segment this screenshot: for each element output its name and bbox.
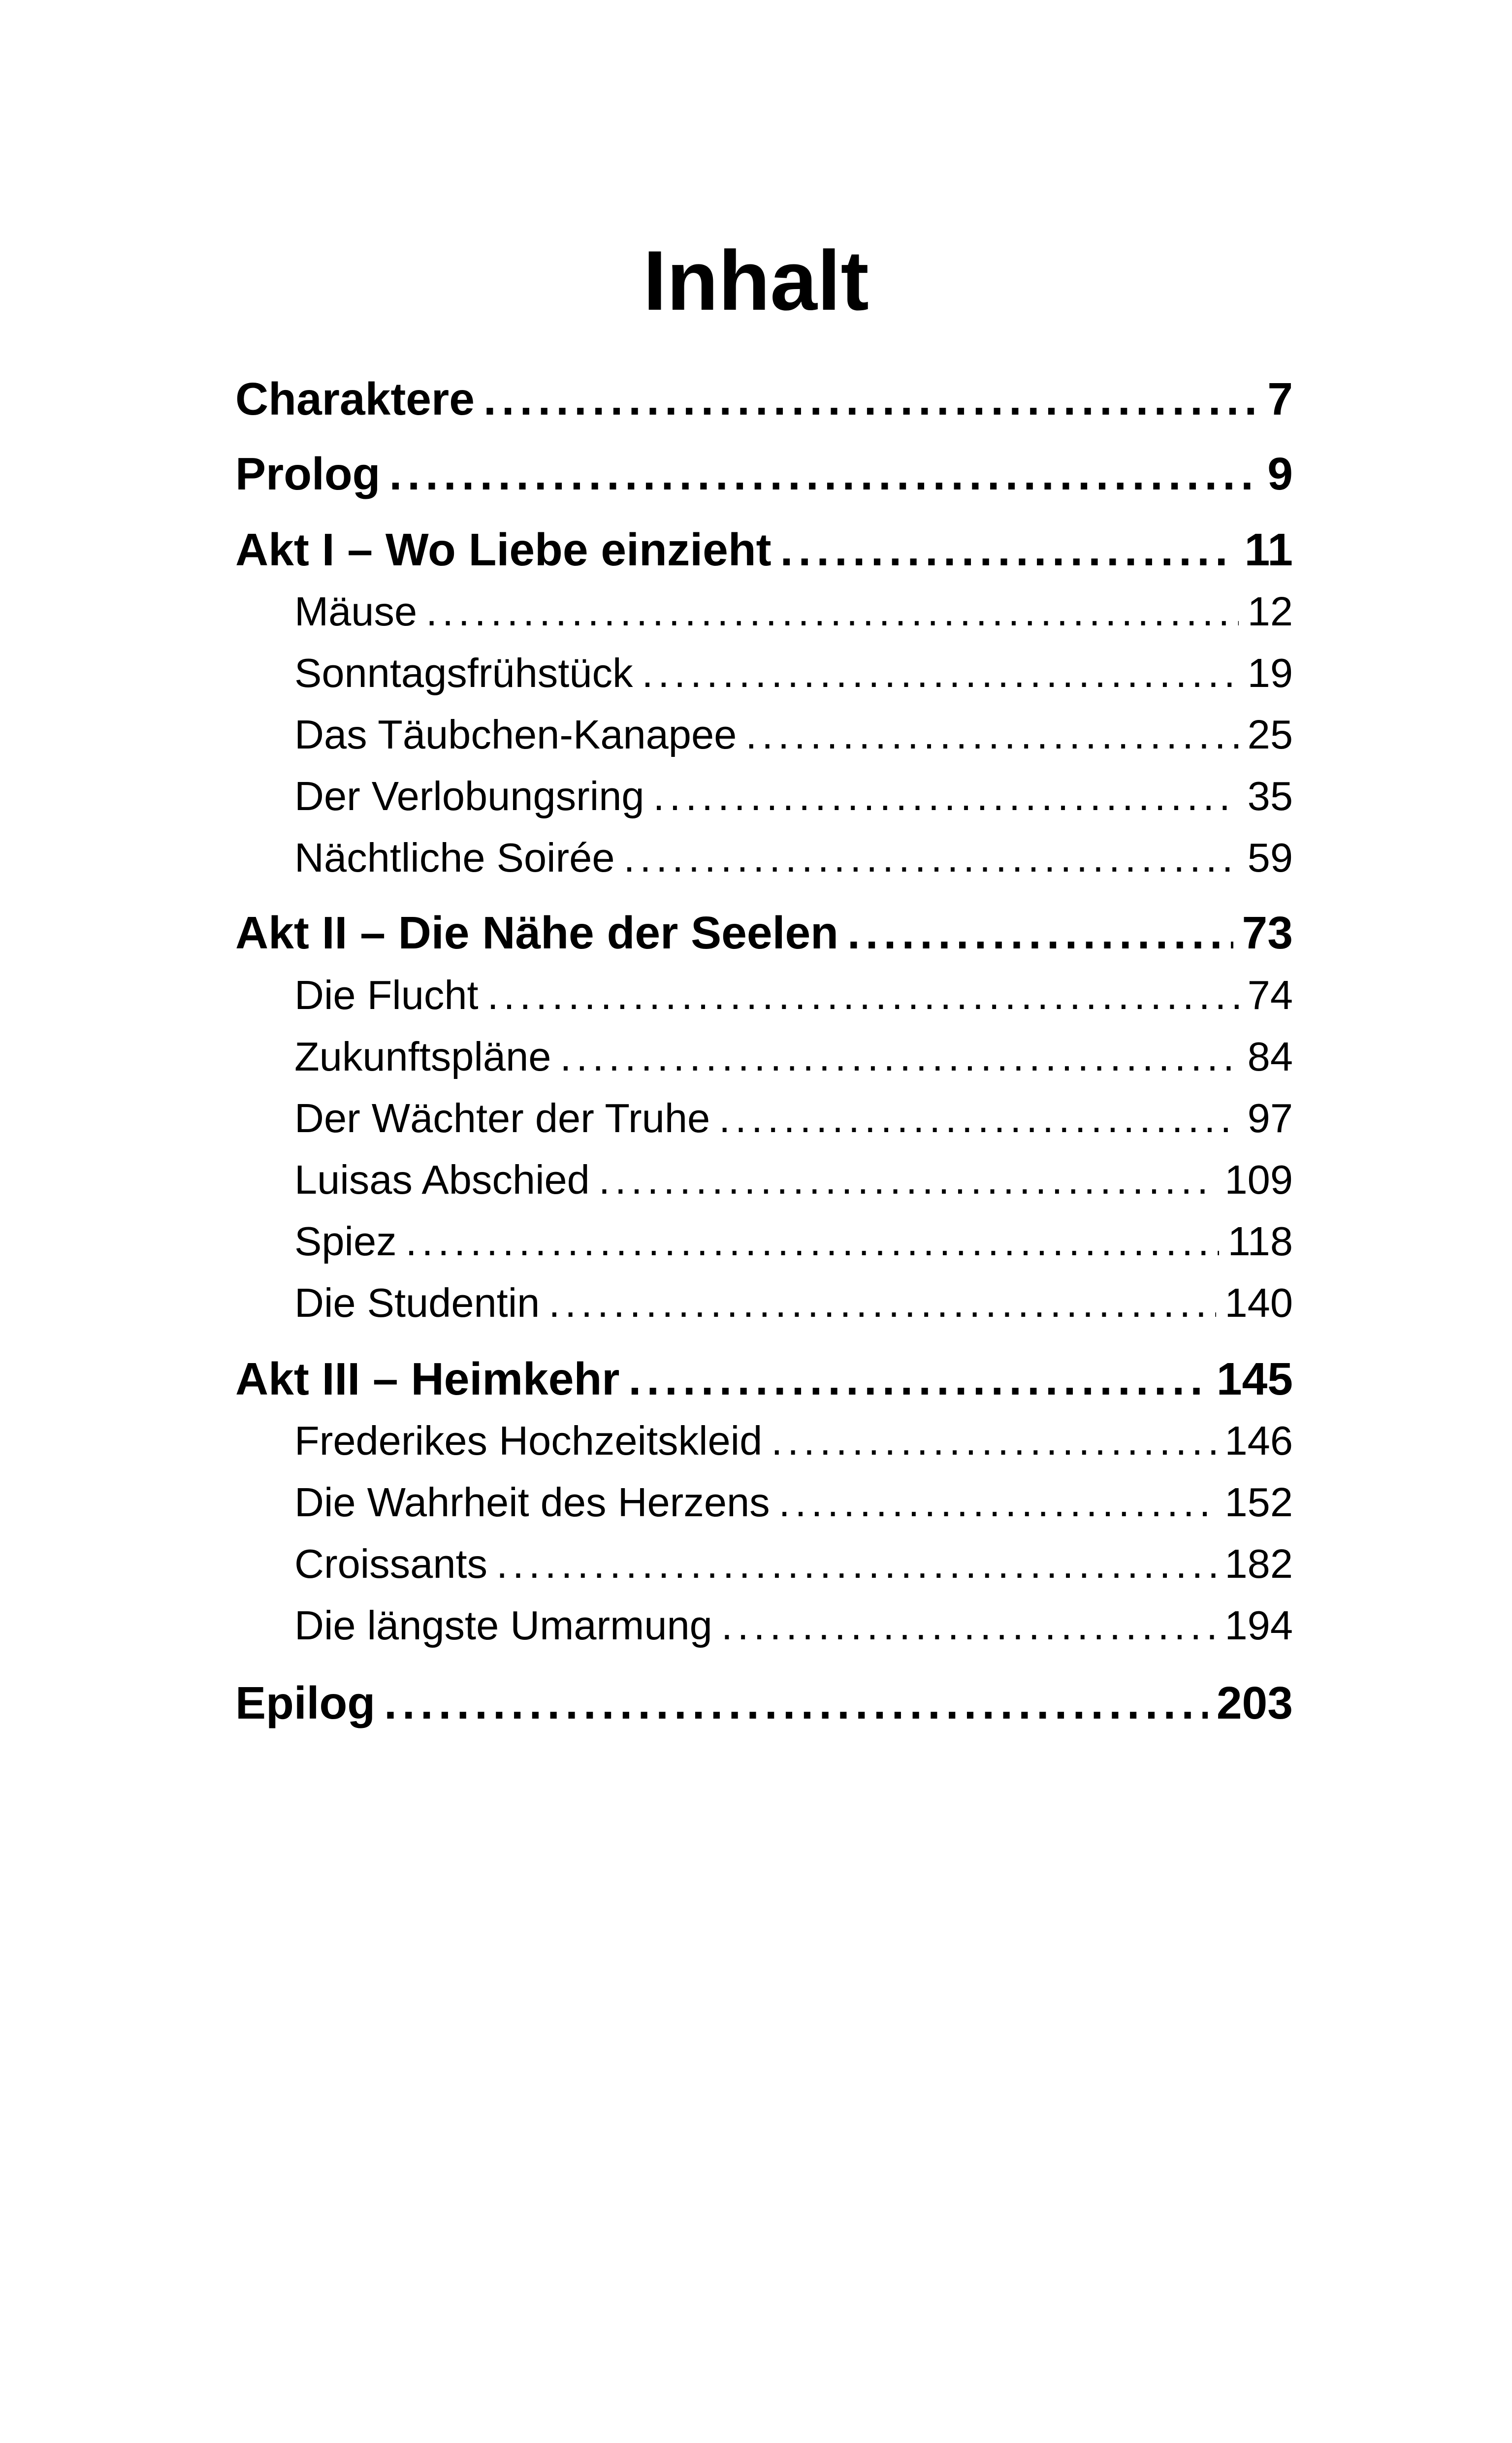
toc-entry-page-number: 73 xyxy=(1242,907,1293,958)
dot-leader xyxy=(384,1673,1208,1732)
toc-entry-taeubchen-kanapee xyxy=(294,708,1293,762)
toc-entry-page-number: 118 xyxy=(1227,1218,1293,1264)
toc-entry-label: Akt I – Wo Liebe einzieht xyxy=(235,524,772,575)
dot-leader xyxy=(560,1030,1238,1084)
toc-entry-label: Die Flucht xyxy=(294,972,479,1018)
toc-entry-page-number: 59 xyxy=(1247,835,1293,880)
toc-entry-label: Frederikes Hochzeitskleid xyxy=(294,1418,763,1464)
toc-entry-label: Croissants xyxy=(294,1541,488,1587)
toc-entry-label: Luisas Abschied xyxy=(294,1157,590,1203)
toc-entry-waechter-der-truhe xyxy=(294,1091,1293,1145)
dot-leader xyxy=(628,1349,1207,1408)
toc-entry-page-number: 194 xyxy=(1224,1602,1293,1648)
toc-entry-label: Epilog xyxy=(235,1677,376,1728)
dot-leader xyxy=(599,1153,1216,1207)
toc-entry-page-number: 84 xyxy=(1247,1034,1293,1079)
toc-entry-label: Mäuse xyxy=(294,588,418,634)
toc-entry-page-number: 146 xyxy=(1224,1418,1293,1464)
toc-entry-page-number: 152 xyxy=(1224,1479,1293,1525)
toc-entry-page-number: 12 xyxy=(1247,588,1293,634)
page-title: Inhalt xyxy=(643,233,869,328)
toc-entry-label: Das Täubchen-Kanapee xyxy=(294,712,737,757)
toc-entry-akt-1 xyxy=(235,520,1293,579)
dot-leader xyxy=(548,1276,1216,1330)
toc-entry-label: Der Wächter der Truhe xyxy=(294,1095,710,1141)
toc-entry-croissants xyxy=(294,1537,1293,1591)
toc-entry-page-number: 74 xyxy=(1247,972,1293,1018)
dot-leader xyxy=(847,903,1233,962)
toc-entry-page-number: 25 xyxy=(1247,712,1293,757)
toc-entry-spiez xyxy=(294,1214,1293,1269)
dot-leader xyxy=(780,520,1236,579)
toc-entry-label: Akt II – Die Nähe der Seelen xyxy=(235,907,838,958)
toc-entry-label: Prolog xyxy=(235,448,381,499)
dot-leader xyxy=(642,646,1238,700)
dot-leader xyxy=(719,1091,1239,1145)
toc-entry-laengste-umarmung xyxy=(294,1598,1293,1653)
toc-entry-die-studentin xyxy=(294,1276,1293,1330)
dot-leader xyxy=(624,831,1239,885)
toc-entry-label: Die Wahrheit des Herzens xyxy=(294,1479,770,1525)
toc-entry-label: Die längste Umarmung xyxy=(294,1602,712,1648)
toc-entry-label: Zukunftspläne xyxy=(294,1034,551,1079)
toc-entry-page-number: 145 xyxy=(1216,1353,1293,1404)
toc-entry-label: Akt III – Heimkehr xyxy=(235,1353,620,1404)
toc-entry-page-number: 109 xyxy=(1224,1157,1293,1203)
toc-entry-luisas-abschied xyxy=(294,1153,1293,1207)
toc-entry-die-flucht xyxy=(294,968,1293,1022)
toc-entry-wahrheit-des-herzens xyxy=(294,1475,1293,1530)
toc-entry-label: Sonntagsfrühstück xyxy=(294,650,633,696)
toc-entry-label: Charaktere xyxy=(235,373,475,424)
toc-entry-page-number: 140 xyxy=(1224,1280,1293,1326)
toc-entry-verlobungsring xyxy=(294,769,1293,823)
toc-entry-page-number: 7 xyxy=(1267,373,1293,424)
toc-entry-akt-3 xyxy=(235,1349,1293,1408)
toc-entry-page-number: 203 xyxy=(1216,1677,1293,1728)
dot-leader xyxy=(406,1214,1219,1269)
toc-entry-page-number: 97 xyxy=(1247,1095,1293,1141)
toc-entry-page-number: 182 xyxy=(1224,1541,1293,1587)
toc-entry-akt-2 xyxy=(235,903,1293,962)
toc-entry-naechtliche-soiree xyxy=(294,831,1293,885)
dot-leader xyxy=(653,769,1239,823)
dot-leader xyxy=(389,444,1259,503)
toc-entry-page-number: 11 xyxy=(1244,524,1293,575)
toc-entry-epilog xyxy=(235,1673,1293,1732)
toc-entry-sonntagsfruehstueck xyxy=(294,646,1293,700)
dot-leader xyxy=(745,708,1238,762)
dot-leader xyxy=(721,1598,1216,1653)
toc-entry-hochzeitskleid xyxy=(294,1414,1293,1468)
toc-entry-page-number: 9 xyxy=(1267,448,1293,499)
toc-entry-page-number: 35 xyxy=(1247,773,1293,819)
dot-leader xyxy=(426,585,1239,639)
toc-entry-page-number: 19 xyxy=(1247,650,1293,696)
toc-entry-charaktere xyxy=(235,369,1293,428)
toc-entry-prolog xyxy=(235,444,1293,503)
toc-entry-label: Die Studentin xyxy=(294,1280,540,1326)
dot-leader xyxy=(483,369,1258,428)
dot-leader xyxy=(496,1537,1216,1591)
dot-leader xyxy=(487,968,1239,1022)
toc-entry-label: Spiez xyxy=(294,1218,397,1264)
dot-leader xyxy=(771,1414,1216,1468)
toc-entry-zukunftsplaene xyxy=(294,1030,1293,1084)
toc-entry-label: Der Verlobungsring xyxy=(294,773,644,819)
toc-entry-maeuse xyxy=(294,585,1293,639)
toc-entry-label: Nächtliche Soirée xyxy=(294,835,615,880)
dot-leader xyxy=(779,1475,1216,1530)
